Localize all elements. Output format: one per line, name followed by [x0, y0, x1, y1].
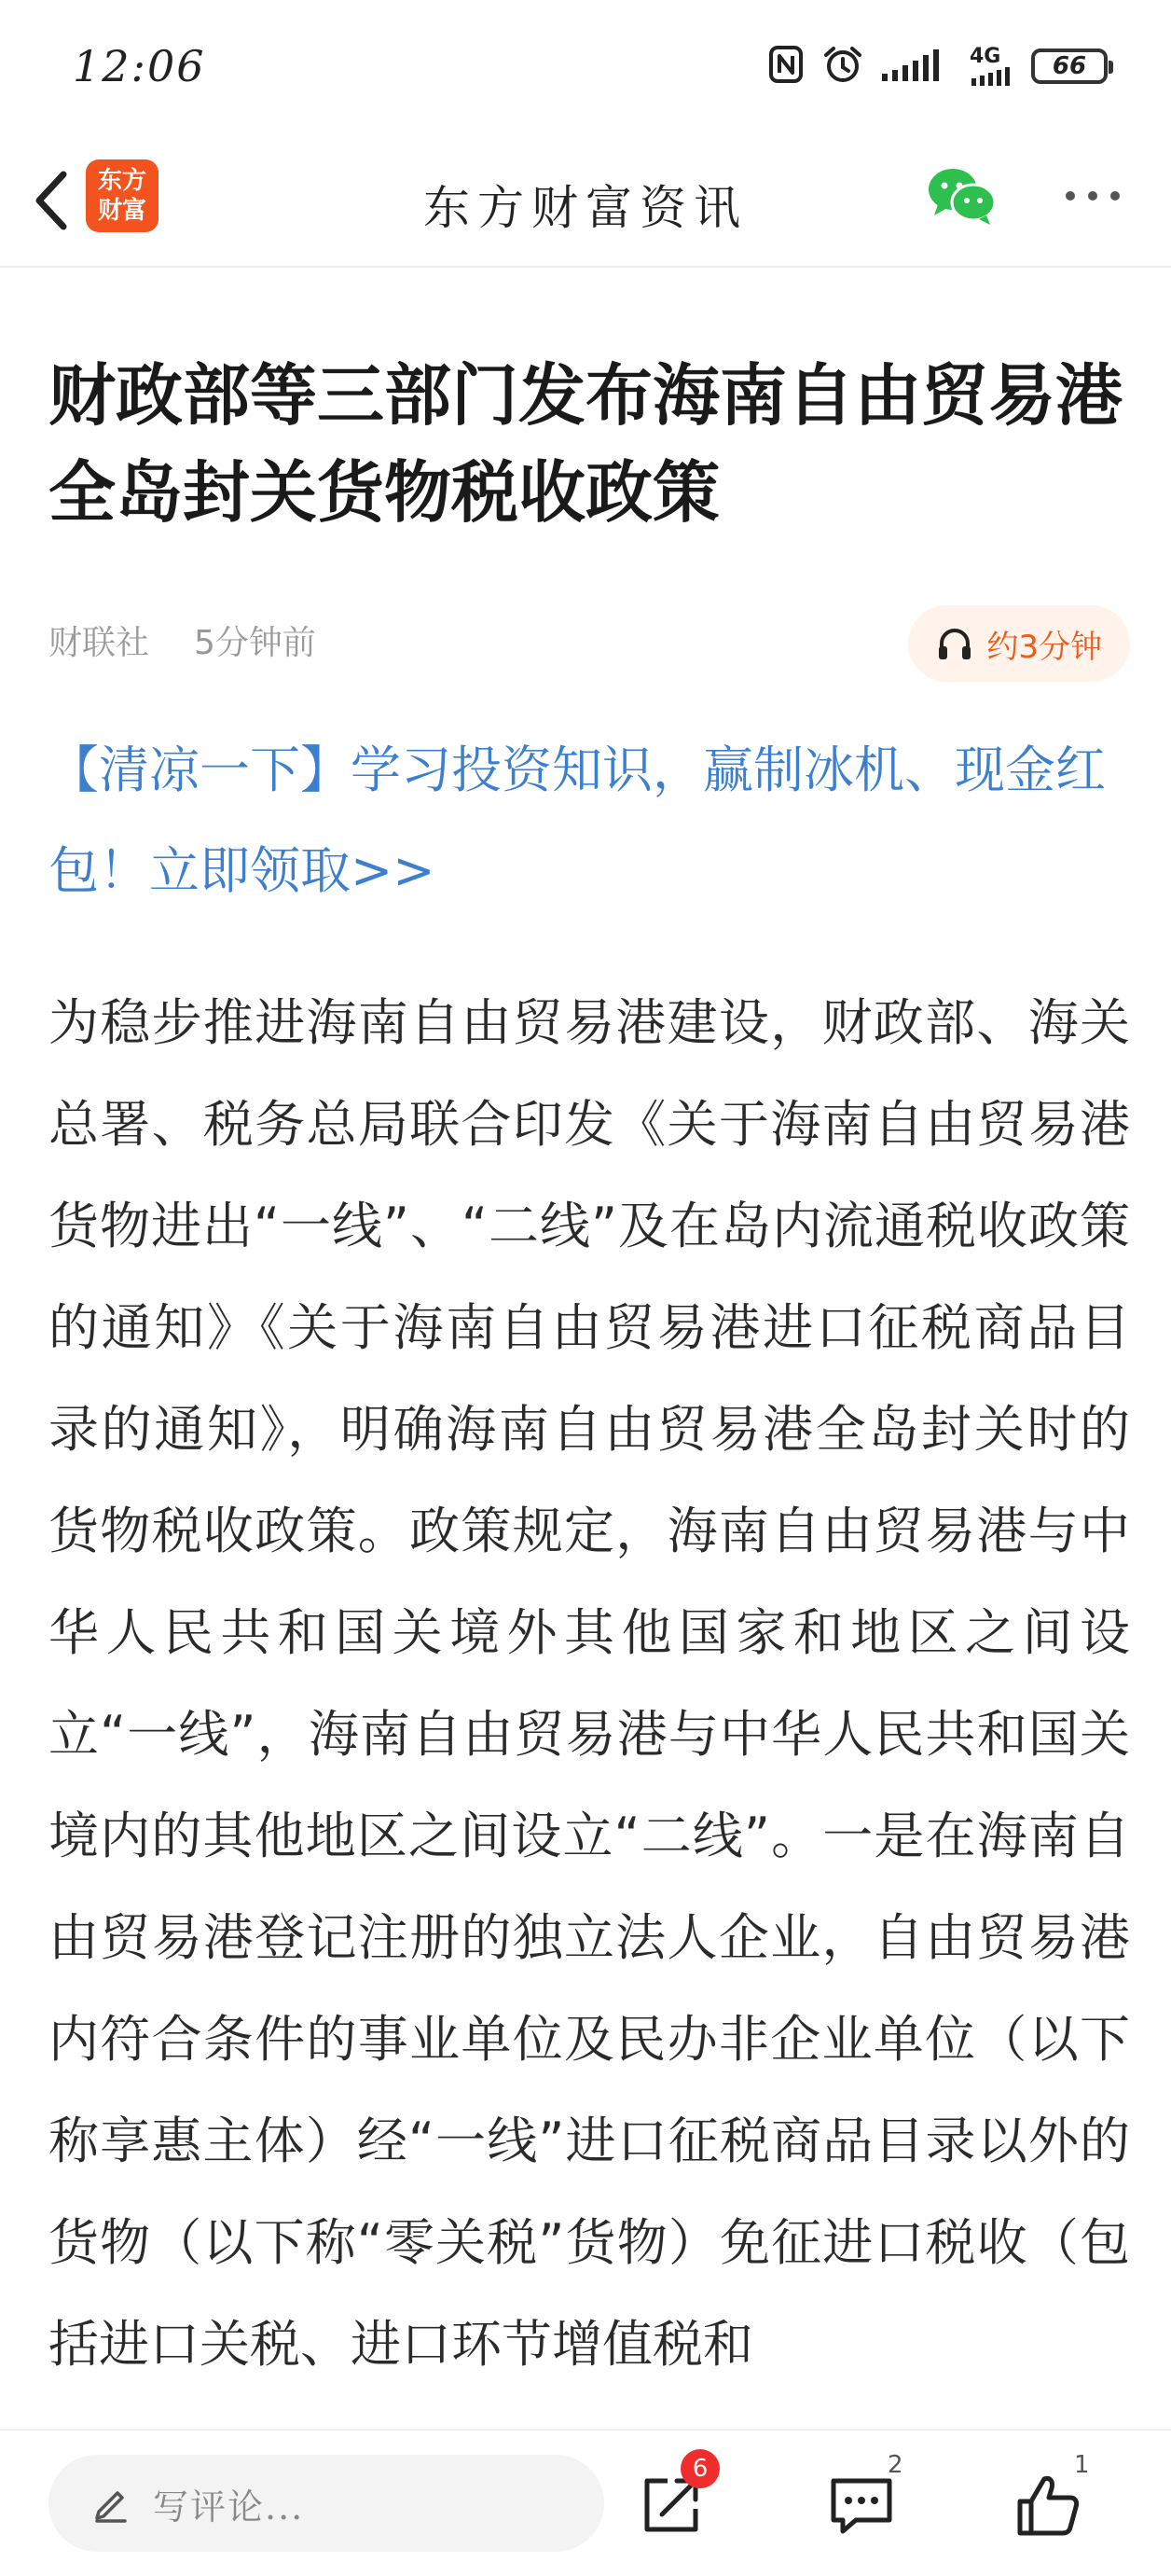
signal-icon — [882, 46, 951, 87]
like-count: 1 — [1074, 2451, 1090, 2479]
listen-button[interactable] — [908, 605, 1130, 682]
nfc-icon — [768, 45, 804, 88]
status-icons — [768, 43, 1108, 90]
headphones-icon — [936, 625, 973, 662]
status-time: 12:06 — [73, 41, 206, 91]
article-source: 财联社 — [48, 624, 150, 662]
promo-link[interactable]: 【清凉一下】学习投资知识，赢制冰机、现金红包！立即领取>> — [48, 741, 1106, 900]
app-header — [0, 135, 1171, 268]
more-dots-icon — [1063, 173, 1123, 219]
article-body: 为稳步推进海南自由贸易港建设，财政部、海关总署、税务总局联合印发《关于海南自由贸易港货物进出“一线”、“二线”及在岛内流通税收政策的通知》《关于海南自由贸易港进口征税商品目录的通知》，明确海南自由贸易港全岛封关时的货物税收政策。政策规定，海南自由贸易港与中华人民共和国关境外其他国家和地区之间设立“一线”，海南自由贸易港与中华人民共和国关境内的其他地区之间设立“二线”。一是在海南自由贸易港登记注册的独立法人企业，自由贸易港内符合条件的事业单位及民办非企业单位（以下称享惠主体）经“一线”进口征税商品目录以外的货物（以下称“零关税”货物）免征进口税收（包括进口关税、进口环节增值税和 — [48, 993, 1130, 2374]
bottom-action-bar — [0, 2429, 1171, 2576]
like-button[interactable] — [1011, 2451, 1090, 2542]
app-logo-line2: 财富 — [97, 197, 146, 225]
thumbs-up-icon — [1011, 2468, 1085, 2542]
app-title: 东方财富资讯 — [423, 181, 748, 235]
article-time: 5分钟前 — [194, 624, 316, 662]
wechat-share-button[interactable] — [927, 163, 998, 229]
status-bar — [0, 0, 1171, 135]
battery-icon — [1031, 48, 1108, 84]
pencil-icon — [91, 2484, 131, 2523]
article-meta — [48, 611, 1130, 676]
share-button[interactable] — [634, 2455, 709, 2542]
network-type-label: 4G — [970, 45, 1001, 68]
comment-bubble-icon — [824, 2468, 899, 2542]
comment-count: 2 — [888, 2451, 903, 2479]
listen-duration: 约3分钟 — [986, 628, 1102, 666]
share-badge: 6 — [681, 2449, 720, 2488]
mobile-data-icon — [970, 47, 1013, 86]
app-logo-line1: 东方 — [97, 167, 146, 195]
alarm-icon — [822, 44, 863, 89]
more-options-button[interactable] — [1063, 173, 1123, 219]
comment-input[interactable] — [48, 2455, 604, 2552]
wechat-icon — [927, 163, 998, 229]
comment-placeholder: 写评论... — [153, 2486, 305, 2528]
comments-button[interactable] — [824, 2451, 903, 2542]
battery-level: 66 — [1052, 52, 1087, 80]
article-title: 财政部等三部门发布海南自由贸易港全岛封关货物税收政策 — [48, 356, 1123, 532]
